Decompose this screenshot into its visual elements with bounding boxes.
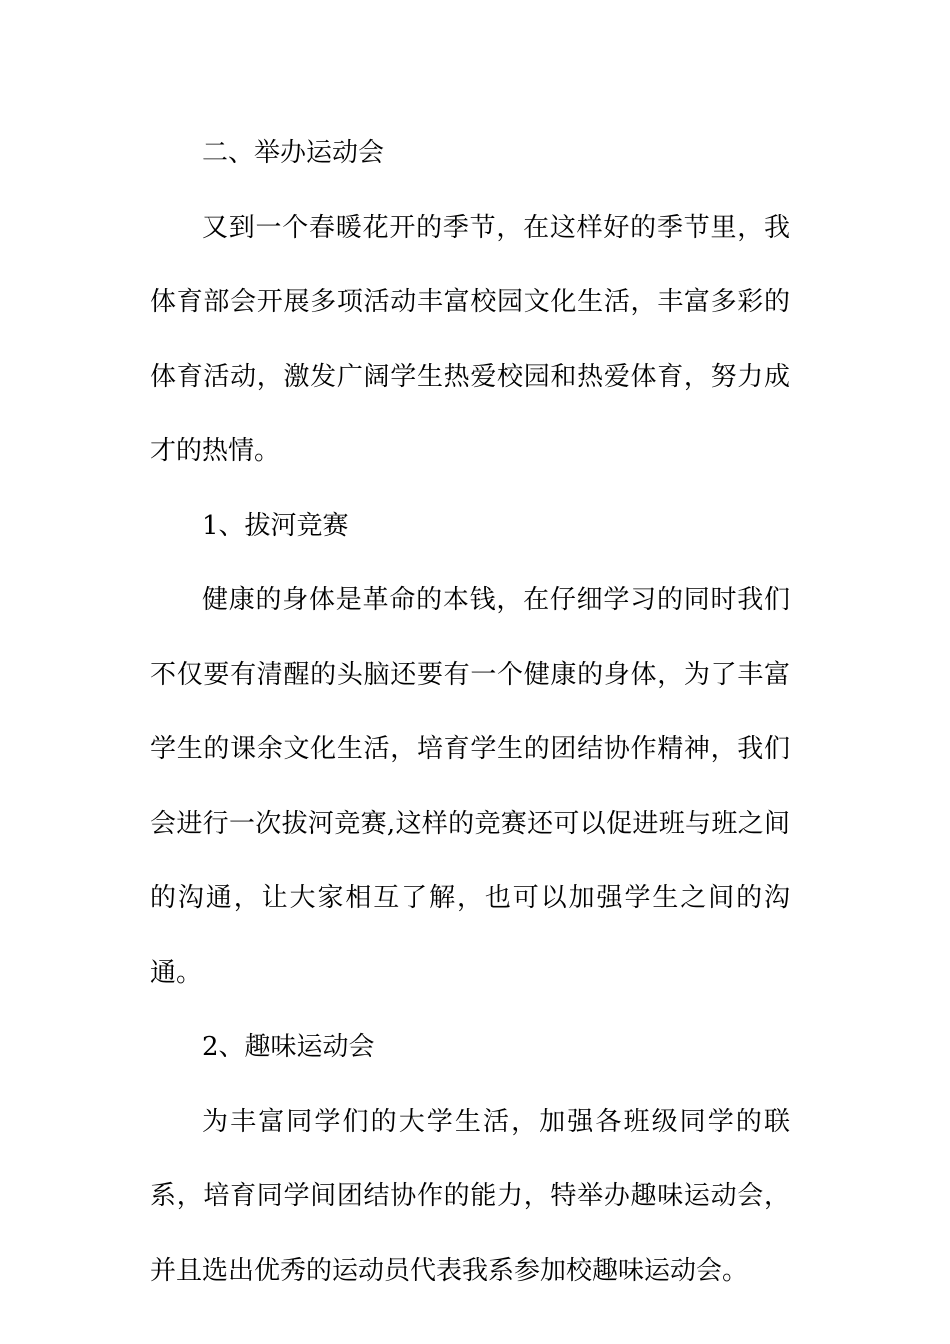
subheading-tug-of-war: 1、拔河竞赛 [202, 510, 349, 541]
tug-of-war-paragraph: 健康的身体是革命的本钱，在仔细学习的同时我们不仅要有清醒的头脑还要有一个健康的身体，为了丰富学生的课余文化生活，培育学生的团结协作精神，我们会进行一次拔河竞赛,这样的竞赛还可以促进班与班之间的沟通，让大家相互了解，也可以加强学生之间的沟通。 [150, 585, 790, 988]
document-page [150, 116, 790, 1308]
intro-paragraph: 又到一个春暖花开的季节，在这样好的季节里，我体育部会开展多项活动丰富校园文化生活，丰富多彩的体育活动，激发广阔学生热爱校园和热爱体育，努力成才的热情。 [150, 212, 790, 466]
fun-games-paragraph: 为丰富同学们的大学生活，加强各班级同学的联系，培育同学间团结协作的能力，特举办趣味运动会，并且选出优秀的运动员代表我系参加校趣味运动会。 [150, 1106, 790, 1286]
section-heading: 二、举办运动会 [202, 138, 385, 168]
subheading-fun-games: 2、趣味运动会 [202, 1032, 375, 1062]
